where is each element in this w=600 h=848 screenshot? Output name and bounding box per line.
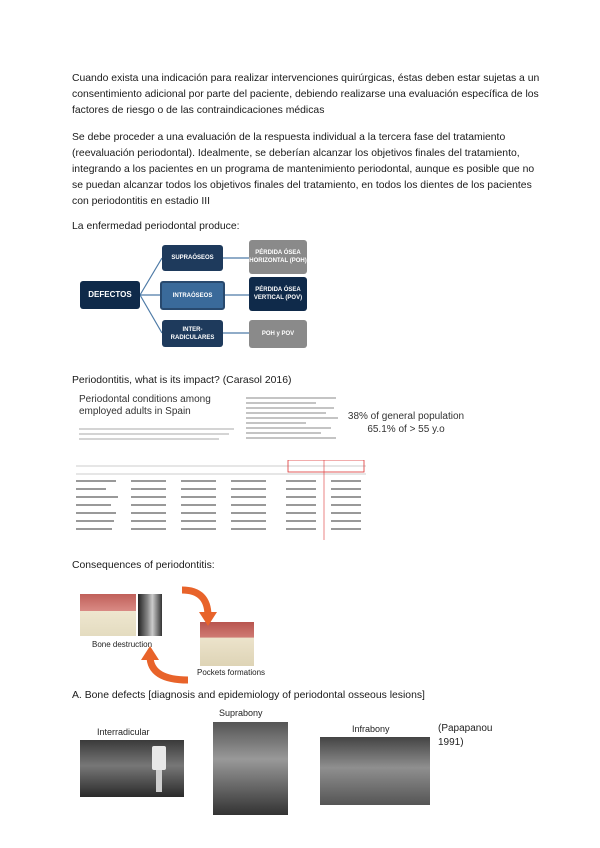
poh-box: PÉRDIDA ÓSEA HORIZONTAL (POH) (249, 240, 307, 274)
implant-crown (152, 746, 166, 770)
xray-interradicular (80, 740, 184, 797)
xray-infrabony (320, 737, 430, 805)
stat-general-population: 38% of general population (347, 411, 465, 422)
heading-periodontal-disease: La enfermedad periodontal produce: (72, 221, 240, 232)
arrow-down-head-icon (199, 612, 217, 626)
heading-consequences: Consequences of periodontitis: (72, 560, 215, 571)
supraoseos-box: SUPRAÓSEOS (162, 245, 223, 271)
defects-box: DEFECTOS (80, 281, 140, 309)
poh-pov-box: POH y POV (249, 320, 307, 348)
label-infrabony: Infrabony (352, 724, 390, 734)
implant-post (156, 770, 162, 792)
stat-over-55: 65.1% of > 55 y.o (367, 424, 445, 435)
caption-bone-destruction: Bone destruction (92, 640, 153, 649)
paragraph-reevaluation: Se debe proceder a una evaluación de la respuesta individual a la tercera fase del tratamiento (reevaluación periodontal). Idealmente, se deberían alcanzar los objetivos finales del tratamiento, integrando a los pacientes en un programa de mantenimiento periodontal, aunque es posible que no se puedan alcanzar todos los objetivos finales del tratamiento, en todos los dientes de los pacientes con periodontitis en estadio III (72, 132, 535, 207)
label-interradicular: Interradicular (97, 727, 150, 737)
citation-papapanou: (Papapanou 1991) (438, 723, 493, 748)
xray-suprabony (213, 722, 288, 815)
caption-pockets: Pockets formations (197, 668, 266, 677)
label-suprabony: Suprabony (219, 708, 263, 718)
arrow-up-head-icon (141, 646, 159, 660)
figure-title: Periodontal conditions among employed adults in Spain (79, 394, 211, 417)
paragraph-consent: Cuando exista una indicación para realizar intervenciones quirúrgicas, éstas deben estar sujetas a un consentimiento adicional por parte del paciente, debiendo realizarse una evaluación específica de los factores de riesgo o de las contraindicaciones médicas (72, 73, 540, 116)
heading-bone-defects: A. Bone defects [diagnosis and epidemiology of periodontal osseous lesions] (72, 690, 425, 701)
pov-box: PÉRDIDA ÓSEA VERTICAL (POV) (249, 277, 307, 311)
intraoseos-box: INTRAÓSEOS (160, 281, 225, 310)
interradiculares-box: INTER-RADICULARES (162, 320, 223, 347)
heading-impact: Periodontitis, what is its impact? (Carasol 2016) (72, 375, 292, 386)
